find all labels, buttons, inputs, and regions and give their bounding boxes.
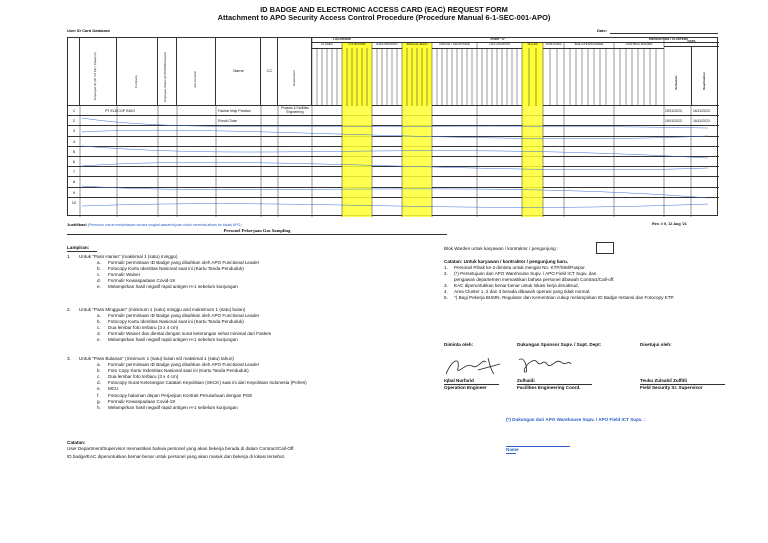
disetujui-label: Disetujui oleh:	[640, 342, 672, 347]
catatan-right-title: Catatan: Untuk karyawan / kontraktor / pengunjung baru.	[444, 259, 569, 264]
catatan-line-2: ID badge/EAC diperuntukkan bemar-benar untuk personel yang akan masuk dan bekerja di lokasi tersebut.	[67, 454, 286, 459]
lampiran-section-2: 2. Untuk "Pass Mingguan" (minimum 1 (satu) minggu and maksimum 1 (satu) bulan) a. Formulir permintaan ID Badge yang disahkan oleh APO Functional Leader b. Fotocopy Kartu Identitas Nasional saat ini (Kartu Tanda Penduduk) c. Dua lembar foto terbaru (3 x 4 cm) d. Formulir Waiver dan dientai dengan surat keterangan sehat minimal dari Faskes e. Melampirkan hasil negatif rapid antigen H-1 sebelum kunjungan	[67, 307, 271, 343]
table-row: 10	[71, 199, 77, 205]
sig2-role: Facilities Engineering Coord.	[517, 385, 581, 390]
group-ict-rooms: ICT ROOMS	[342, 43, 372, 48]
table-body	[68, 106, 719, 217]
justification-label: Justifikasi	[67, 222, 87, 227]
table-row: 8	[68, 177, 719, 187]
group-exploration: EXPLORATION	[376, 42, 398, 46]
body-grid	[68, 106, 719, 217]
catatan-title: Catatan:	[67, 440, 86, 445]
col-job-function: Job Function	[193, 70, 197, 88]
lampiran-section-3: 3. Untuk "Pass Bulanan" (minimum 1 (satu) bulan s/d maksimal 1 (satu) tahun) a. Formulir permintaan ID Badge yang disahkan oleh APO Functional Leader b. Foto Copy Kartu Indentitas Nasional saat ini (Kartu Tanda Penduduk) c. Dua lembar foto terbaru (3 x 4 cm) d. Fotocopy Surat Keterangan Catatan Kepolisian (SKCK) saat ini dari Kepolisian Indonesia (Polres) e. MCU f. Fotocopy halaman depan Perjanjian Kontrak Perusahaan dengan PGE g. Formulir Kewaspadaan Covid-19 h. Melampirkan hasil negatif rapid antigen H-1 sebelum kunjungan	[67, 356, 307, 410]
form-subtitle: Attachment to APO Security Access Control Procedure (Procedure Manual 6-1-SEC-001-APO)	[217, 13, 551, 22]
table-row: 2 Rondi Chae 15/11/2023 16/11/2023	[68, 116, 719, 126]
diminta-label: Diminta oleh:	[444, 342, 474, 347]
table-row: 5	[68, 147, 719, 157]
group-control-rooms: CONTROL ROOMS	[625, 42, 653, 46]
dukungan-apo-label: (*) Dukungan dari APO Warehouse Supv. / APO Field ICT Supv. :	[506, 417, 646, 422]
group-snm-gtes: SNM GTES	[545, 42, 562, 46]
col-cc: CC	[266, 68, 273, 73]
form-title: ID BADGE AND ELECTRONIC ACCESS CARD (EAC) REQUEST FORM	[260, 5, 508, 14]
col-activation: Activation	[674, 75, 678, 90]
group-special-bldg: SPECIAL BLDG	[402, 43, 432, 48]
sig2-name: Zulhaidi	[517, 378, 535, 383]
sig1-name: Iqbal Nurfarid	[444, 378, 474, 383]
table-row: 4	[68, 137, 719, 147]
table-row: 9	[68, 188, 719, 198]
col-employee-status: Employee Status (KTP/SIM/Passport)	[163, 51, 167, 102]
group-ki-area: KI AREA	[321, 42, 333, 46]
locations-label: LOCATIONS	[333, 37, 351, 41]
date-label: Date:	[597, 28, 608, 33]
blok-warden-label: Blok Warden untuk karyawan / kontraktor / pengunjung :	[444, 246, 559, 251]
group-sh-ss: SH+SS	[522, 43, 543, 48]
table-row: 7	[68, 167, 719, 177]
justification-value: Personel Pekerjaan Gas Sampling	[223, 228, 291, 233]
lampiran-title: Lampiran:	[67, 245, 90, 250]
dukungan-label: Dukungan Sponsor Supv. / Supt. Dept:	[517, 342, 602, 347]
production-label: PRODUCTION / CLUSTERS	[649, 37, 688, 41]
date-line	[610, 33, 718, 34]
catatan-right-notes: 1. Personel Pihak ke-3 diminta untuk mengisi No. KTP/SIM/Paspor. 2. (*) Persetujuan dari APO Warehouse Supv. / APO Field ICT Supv. dan pengawas departemen memastikan bahwa personel dibawah Contract/Call-off. 3. EAC diperuntukkan benar-benar untuk lokasi kerja dimaksud. 4. Area Cluster 1, 2 dan 3 berada dibawah operasi yang tidak normal. 5. *) Bagi Pekerja BUMN, Regulator dan Kementrian cukup melampirkan ID Badge Instansi dan Fotocopy KTP.	[444, 265, 675, 301]
blok-warden-box[interactable]	[596, 242, 614, 254]
col-department: Department	[292, 70, 296, 86]
name-label: Name	[506, 447, 519, 452]
point-a-label: POINT "A"	[490, 37, 506, 41]
table-header	[68, 38, 719, 106]
catatan-line-1: User Department/Supervisor memastikan bahwa personel yang akan bekerja berada di dalam Contract/Call-Off.	[67, 446, 295, 451]
table-row: 6	[68, 157, 719, 167]
group-bae-gtes: BAE GTES/SVAINER	[574, 42, 604, 46]
col-company: Company	[134, 75, 138, 88]
group-office: OFFICE / GEOSTORE	[439, 42, 470, 46]
signature-2	[515, 352, 575, 378]
location-grid	[312, 38, 664, 106]
group-log-aviation: LOG AVIATION	[489, 42, 510, 46]
db-label: User ID Card Database	[67, 28, 111, 33]
lampiran-section-1: 1. Untuk "Pass Harian" (maksimal 1 (satu) minggu) a. Formulir permintaan ID Badge yang disahkan oleh APO Functional Leader b. Fotocopy Kartu Identitas Nasional saat ini (Kartu Tanda Penduduk) c. Formulir Waiver d. Formulir Kewaspadaan Covid-19 e. Melampirkan hasil negatif rapid antigen H-1 sebelum kunjungan	[67, 254, 260, 290]
revision: Rev. # 0, 12 Aug '21	[652, 222, 687, 226]
table-row: 3	[68, 126, 719, 136]
badge-table	[67, 37, 718, 216]
justification-hint: (Pemohon harus menjelaskan secara singkat alasan/tujuan untuk meminta akses ke lokasi APO)	[87, 223, 242, 227]
sig3-role: Field Security Sr. Supervisor	[640, 385, 703, 390]
signature-1	[442, 352, 512, 378]
date-group-label: DATE	[687, 39, 696, 43]
col-employee-id: Employee ID (ID / Id Ktp / Passport)	[93, 52, 97, 100]
col-deactivation: Deactivation	[702, 72, 706, 90]
col-name: Name	[233, 68, 244, 73]
table-row: 1 PT ELECOP INDO Fakhar Irfajr Pardian Projects & Facilities Engineering 15/11/2023 16/11/2023	[68, 106, 719, 116]
sig3-name: Teuku Zulsahil Zulfitli	[640, 378, 687, 383]
sig1-role: Operation Engineer	[444, 385, 487, 390]
